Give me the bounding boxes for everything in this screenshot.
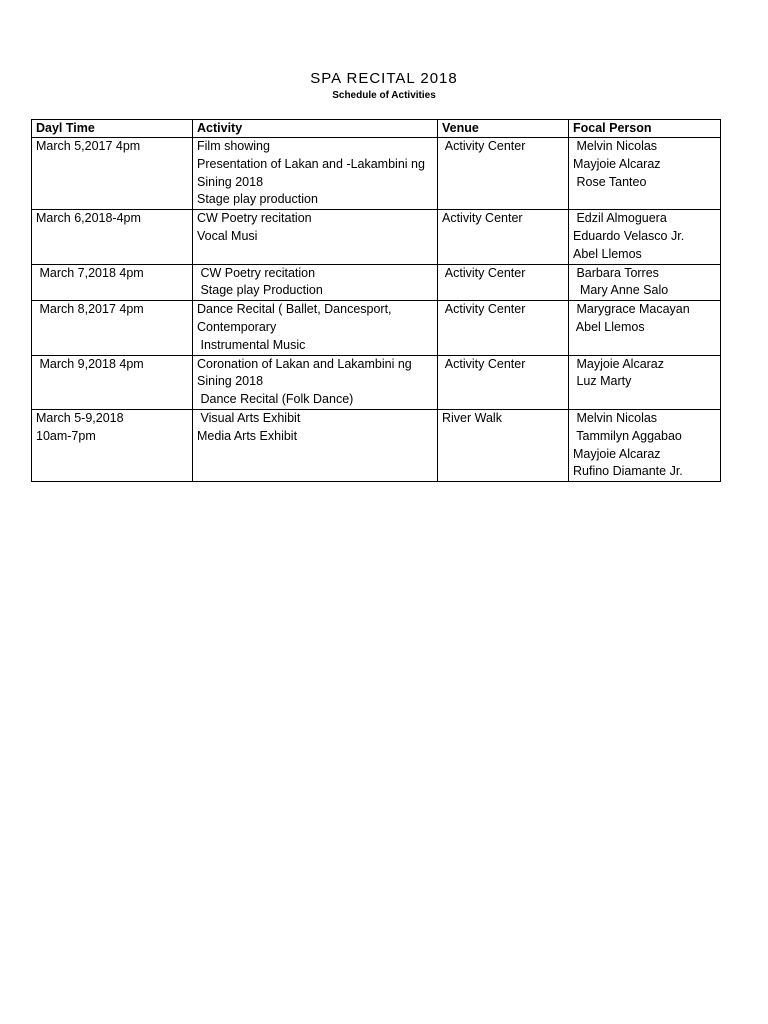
- cell-activity-line: Coronation of Lakan and Lakambini ng: [197, 356, 412, 371]
- cell-activity-line: Stage play Production: [197, 283, 323, 298]
- cell-focal-person-line: Tammilyn Aggabao: [573, 428, 682, 443]
- cell-focal-person-line: Rufino Diamante Jr.: [573, 464, 683, 479]
- header-activity: Activity: [193, 120, 438, 138]
- cell-day-time-line: March 8,2017 4pm: [36, 302, 144, 317]
- cell-activity-line: Dance Recital (Folk Dance): [197, 392, 354, 407]
- table-row: [32, 138, 721, 210]
- cell-activity-line: Stage play production: [197, 192, 318, 207]
- cell-activity-line: CW Poetry recitation: [197, 265, 316, 280]
- cell-day-time-line: March 9,2018 4pm: [36, 356, 144, 371]
- cell-focal-person-line: Abel Llemos: [573, 246, 642, 261]
- cell-activity-line: Presentation of Lakan and -Lakambini ng: [197, 156, 425, 171]
- cell-focal-person: [569, 264, 721, 301]
- cell-venue: [438, 210, 569, 264]
- table-row: [32, 264, 721, 301]
- cell-activity: [193, 264, 438, 301]
- cell-activity-line: Sining 2018: [197, 174, 264, 189]
- cell-day-time: [32, 138, 193, 210]
- cell-day-time-line: March 5,2017 4pm: [36, 139, 141, 153]
- cell-focal-person-line: Marygrace Macayan: [573, 302, 690, 317]
- table-row: [32, 355, 721, 409]
- cell-activity-line: Film showing: [197, 139, 270, 153]
- header-day-time: Dayl Time: [32, 120, 193, 138]
- cell-focal-person-line: Eduardo Velasco Jr.: [573, 228, 685, 243]
- cell-day-time-line: March 6,2018-4pm: [36, 211, 141, 226]
- schedule-table: [31, 119, 721, 482]
- cell-focal-person-line: Rose Tanteo: [573, 174, 647, 189]
- cell-day-time: [32, 355, 193, 409]
- cell-venue-line: Activity Center: [442, 302, 526, 317]
- cell-focal-person: [569, 409, 721, 481]
- cell-venue: [438, 264, 569, 301]
- header-row: [32, 120, 721, 138]
- cell-day-time-line: March 5-9,2018: [36, 410, 124, 425]
- cell-focal-person: [569, 210, 721, 264]
- cell-focal-person-line: Mayjoie Alcaraz: [573, 156, 661, 171]
- cell-venue-line: River Walk: [442, 410, 502, 425]
- cell-activity-line: Dance Recital ( Ballet, Dancesport,: [197, 302, 392, 317]
- cell-activity: [193, 409, 438, 481]
- cell-activity-line: CW Poetry recitation: [197, 211, 312, 226]
- cell-focal-person-line: Melvin Nicolas: [573, 410, 658, 425]
- cell-focal-person: [569, 355, 721, 409]
- cell-focal-person-line: Barbara Torres: [573, 265, 659, 280]
- cell-venue: [438, 138, 569, 210]
- table-row: [32, 409, 721, 481]
- cell-focal-person-line: Mayjoie Alcaraz: [573, 356, 665, 371]
- cell-day-time: [32, 210, 193, 264]
- cell-focal-person-line: Mary Anne Salo: [573, 283, 669, 298]
- cell-activity: [193, 301, 438, 355]
- cell-focal-person: [569, 138, 721, 210]
- cell-activity-line: Instrumental Music: [197, 337, 306, 352]
- cell-venue-line: Activity Center: [442, 211, 523, 226]
- cell-day-time-line: 10am-7pm: [36, 428, 96, 443]
- cell-activity-line: Sining 2018: [197, 374, 264, 389]
- cell-activity-line: Vocal Musi: [197, 228, 258, 243]
- cell-venue-line: Activity Center: [442, 265, 526, 280]
- cell-activity-line: Media Arts Exhibit: [197, 428, 298, 443]
- cell-venue-line: Activity Center: [442, 356, 526, 371]
- document-title: SPA RECITAL 2018: [310, 70, 458, 87]
- cell-day-time: [32, 264, 193, 301]
- cell-focal-person: [569, 301, 721, 355]
- cell-venue: [438, 355, 569, 409]
- cell-focal-person-line: Melvin Nicolas: [573, 139, 658, 153]
- document-subtitle: Schedule of Activities: [332, 90, 436, 101]
- cell-day-time: [32, 301, 193, 355]
- schedule-body: [32, 138, 721, 482]
- cell-day-time: [32, 409, 193, 481]
- table-row: [32, 301, 721, 355]
- cell-venue-line: Activity Center: [442, 139, 526, 153]
- cell-focal-person-line: Mayjoie Alcaraz: [573, 446, 661, 461]
- cell-activity-line: Visual Arts Exhibit: [197, 410, 301, 425]
- cell-focal-person-line: Edzil Almoguera: [573, 211, 667, 226]
- cell-activity: [193, 138, 438, 210]
- cell-activity-line: Contemporary: [197, 319, 277, 334]
- table-row: [32, 210, 721, 264]
- header-focal-person: Focal Person: [569, 120, 721, 138]
- cell-focal-person-line: Luz Marty: [573, 374, 632, 389]
- cell-activity: [193, 210, 438, 264]
- header-venue: Venue: [438, 120, 569, 138]
- cell-venue: [438, 409, 569, 481]
- cell-day-time-line: March 7,2018 4pm: [36, 265, 144, 280]
- cell-venue: [438, 301, 569, 355]
- cell-activity: [193, 355, 438, 409]
- cell-focal-person-line: Abel Llemos: [573, 319, 645, 334]
